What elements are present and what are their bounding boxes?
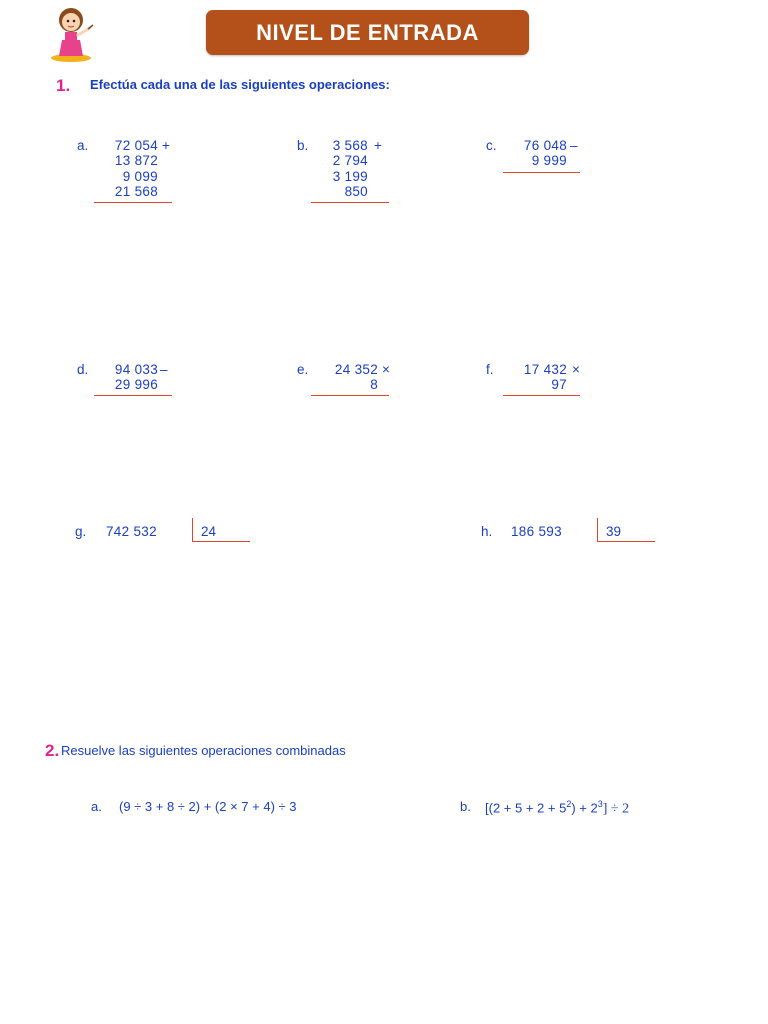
- item-b-line-3: 3 199: [332, 168, 368, 184]
- item-b-line-1: 3 568: [332, 138, 368, 153]
- item-c-letter: c.: [486, 138, 497, 153]
- question-1-text: Efectúa cada una de las siguientes operaciones:: [90, 77, 390, 92]
- page-title: NIVEL DE ENTRADA: [206, 10, 529, 55]
- item-e-numbers: [318, 362, 378, 393]
- question-2-text: Resuelve las siguientes operaciones combinadas: [61, 743, 346, 758]
- item-d-line-1: 94 033: [114, 362, 158, 377]
- item-e-line-2: 8: [370, 377, 378, 393]
- item-e-operator: ×: [382, 362, 390, 377]
- item-a-line-2: 13 872: [114, 153, 158, 169]
- item-b-rule: [311, 202, 389, 203]
- q2-item-a-letter: a.: [91, 799, 102, 814]
- question-2-number: 2.: [45, 741, 60, 760]
- item-f-line-1: 17 432: [523, 362, 567, 377]
- item-h-divisor: 39: [606, 524, 622, 539]
- q2-item-a-expression: (9 ÷ 3 + 8 ÷ 2) + (2 × 7 + 4) ÷ 3: [119, 799, 297, 814]
- item-a-rule: [94, 202, 172, 203]
- item-c-rule: [503, 172, 580, 173]
- item-h-dividend: 186 593: [511, 524, 562, 539]
- item-f-letter: f.: [486, 362, 494, 377]
- item-a-line-4: 21 568: [114, 184, 158, 200]
- item-a-numbers: [100, 138, 158, 200]
- item-e-rule: [311, 395, 389, 396]
- item-f-operator: ×: [572, 362, 580, 377]
- item-b-numbers: [318, 138, 368, 200]
- item-h-letter: h.: [481, 524, 493, 539]
- item-b-letter: b.: [297, 138, 309, 153]
- item-c-operator: –: [570, 138, 578, 153]
- item-f-line-2: 97: [551, 377, 567, 393]
- item-a-letter: a.: [77, 138, 89, 153]
- q2-item-b-exponent-2: 3: [597, 799, 603, 809]
- item-e-letter: e.: [297, 362, 309, 377]
- item-a-operator: +: [162, 138, 170, 153]
- item-a-line-3: 9 099: [122, 168, 158, 184]
- item-d-operator: –: [160, 362, 168, 377]
- item-b-line-4: 850: [344, 184, 368, 200]
- q2-item-b-part-3: ] ÷ 2: [602, 801, 630, 817]
- q2-item-b-letter: b.: [460, 799, 471, 814]
- question-1-number: 1.: [56, 76, 71, 95]
- item-b-operator: +: [374, 138, 382, 153]
- q2-item-b-part-2: ) + 2: [571, 800, 598, 816]
- q2-item-b-part-1: [(2 + 5 + 2 + 5: [485, 800, 567, 816]
- item-f-numbers: [509, 362, 567, 393]
- item-d-rule: [94, 395, 172, 396]
- item-c-line-1: 76 048: [523, 138, 567, 153]
- item-e-line-1: 24 352: [334, 362, 378, 377]
- q2-item-b-expression: [485, 799, 629, 817]
- item-d-line-2: 29 996: [114, 377, 158, 393]
- item-c-numbers: [509, 138, 567, 169]
- q2-item-b-exponent-1: 2: [566, 799, 572, 809]
- item-g-divisor: 24: [201, 524, 217, 539]
- item-c-line-2: 9 999: [531, 153, 567, 169]
- mascot-icon: [48, 2, 94, 62]
- item-a-line-1: 72 054: [114, 138, 158, 153]
- item-d-numbers: [100, 362, 158, 393]
- item-g-letter: g.: [75, 524, 87, 539]
- item-f-rule: [503, 395, 580, 396]
- item-g-dividend: 742 532: [106, 524, 157, 539]
- item-d-letter: d.: [77, 362, 89, 377]
- item-b-line-2: 2 794: [332, 153, 368, 169]
